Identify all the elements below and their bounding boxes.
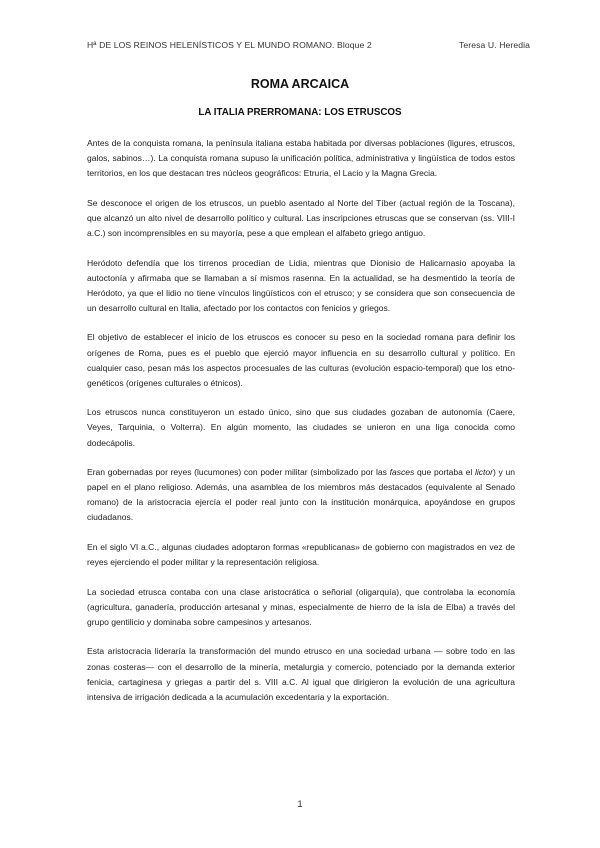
- term-lictor: lictor: [474, 467, 493, 478]
- paragraph-1: Antes de la conquista romana, la península italiana estaba habitada por diversas poblaciones (ligures, etruscos, galos, sabinos…). La conquista romana supuso la unificación política, administrativa y lingüística de todos estos territorios, en los que destacan tres núcleos geográficos: Etruria, el Lacio y la Magna Grecia.: [87, 138, 515, 179]
- paragraph-9: Esta aristocracia lideraría la transformación del mundo etrusco en una sociedad urbana — sobre todo en las zonas costeras— con el desarrollo de la minería, metalurgia y comercio, potenciado por la demanda exterior fenicia, cartaginesa y griegas a partir del s. VIII a.C. Al igual que dirigieron la evolución de una agricultura intensiva de irrigación dedicada a la acumulación excedentaria y la exportación.: [87, 646, 515, 702]
- paragraph-8: La sociedad etrusca contaba con una clase aristocrática o señorial (oligarquía), que controlaba la economía (agricultura, ganadería, producción artesanal y minas, especialmente de hierro de la isla de Elba) a través del grupo gentilicio y dominaba sobre campesinos y artesanos.: [87, 586, 515, 627]
- page-header: [87, 40, 530, 50]
- paragraph-6: [87, 465, 515, 525]
- page-number: 1: [297, 799, 303, 809]
- paragraph-5: Los etruscos nunca constituyeron un estado único, sino que sus ciudades gozaban de autonomía (Caere, Veyes, Tarquinia, o Volterra). En algún momento, las ciudades se unieron en una liga conocida como dodecápolis.: [87, 407, 515, 448]
- header-author: Teresa U. Heredia: [459, 40, 530, 50]
- paragraph-4: El objetivo de establecer el inicio de los etruscos es conocer su peso en la sociedad romana para definir los orígenes de Roma, pues es el pueblo que ejerció mayor influencia en su desarrollo cultural y político. En cualquier caso, pesan más los aspectos procesuales de las culturas (evolución espacio-temporal) que los etno-genéticos (orígenes culturales o étnicos).: [87, 332, 515, 388]
- body-text: [87, 136, 515, 719]
- document-title: ROMA ARCAICA: [250, 77, 350, 91]
- term-fasces: fasces: [389, 467, 415, 478]
- paragraph-6-part-b: que portaba el: [414, 467, 475, 478]
- section-heading: LA ITALIA PRERROMANA: LOS ETRUSCOS: [198, 107, 402, 118]
- paragraph-6-part-a: Eran gobernadas por reyes (lucumones) con poder militar (simbolizado por las: [87, 467, 390, 478]
- paragraph-2: Se desconoce el origen de los etruscos, un pueblo asentado al Norte del Tíber (actual región de la Toscana), que alcanzó un alto nivel de desarrollo político y cultural. Las inscripciones etruscas que se conservan (ss. VIII-I a.C.) son incomprensibles en su mayoría, pese a que emplean el alfabeto griego antiguo.: [87, 197, 515, 238]
- paragraph-7: En el siglo VI a.C., algunas ciudades adoptaron formas «republicanas» de gobierno con magistrados en vez de reyes ejerciendo el poder militar y la representación religiosa.: [87, 541, 515, 568]
- paragraph-6-part-c: ) y un papel en el plano religioso. Además, una asamblea de los miembros más destacados (equivalente al Senado romano) de la aristocracia ejercía el poder real junto con la institución monárquica, apoyándose en grupos ciudadanos.: [87, 467, 515, 523]
- header-course-title: Hª DE LOS REINOS HELENÍSTICOS Y EL MUNDO ROMANO. Bloque 2: [87, 40, 372, 50]
- paragraph-3: Heródoto defendía que los tirrenos procedían de Lidia, mientras que Dionisio de Halicarnasio apoyaba la autoctonía y afirmaba que se llamaban a sí mismos rasenna. En la actualidad, se ha desmentido la teoría de Heródoto, ya que el lidio no tiene vínculos lingüísticos con el etrusco; y se considera que son consecuencia de un desarrollo cultural en Italia, afectado por los contactos con fenicios y griegos.: [87, 257, 515, 313]
